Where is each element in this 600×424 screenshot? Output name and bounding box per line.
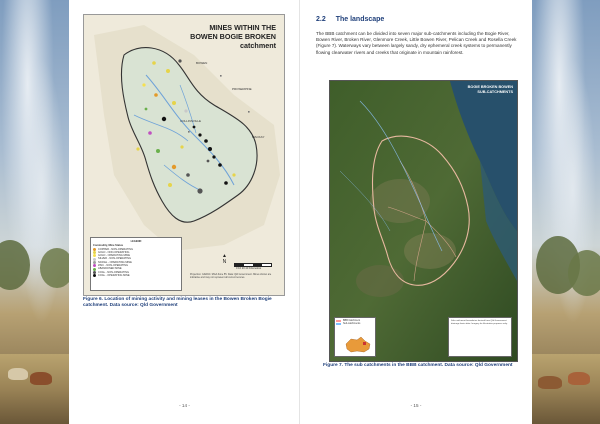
legend-swatch [336, 323, 341, 325]
section-heading [316, 16, 384, 23]
legend-item: COAL - NON-OPERATING [93, 271, 179, 274]
figure-6-caption: Figure 6. Location of mining activity and mining leases in the Bowen Broken Bogie catchment. Data source: Qld Government [83, 297, 272, 309]
legend-item: COAL - OPERATING MINE [93, 274, 179, 277]
legend-symbol-icon [93, 274, 96, 277]
page-left [69, 0, 300, 424]
map-title: MINES WITHIN THE BOWEN BOGIE BROKEN catchment [190, 23, 276, 50]
section-paragraph: The BBB catchment can be divided into seven major sub-catchments including the Bogie River, Bowen River, Broken River, Glenmore Creek, Little Bowen River, Pelican Creek and Rosella Creek (Figure 7). Waterways vary between largely sandy, dry ephemeral creek systems to permanently flowing clearwater rivers and creeks that originate in mountain rainforest. [316, 31, 517, 55]
mines-map [83, 14, 285, 296]
place-label-proserpine: PROSERPINE [232, 87, 252, 91]
legend-item: ABANDONED MINE [93, 267, 179, 270]
background-photo-left [0, 0, 69, 424]
place-label-mackay: MACKAY [252, 135, 265, 139]
sub-catchments-map [329, 80, 518, 362]
map-legend: LEGEND Commodity, Mine Status COPPER - NON-OPERATING GOLD - NON-OPERATING GOLD - OPERATING MINE SILVER - NON-OPERATING NICKEL - OPERATING MINE ZINC - NON-OPERATING ABANDONED MINE COAL - NON-OPERATING COAL - OPERATING MINE [90, 237, 182, 291]
place-label-collinsville: COLLINSVILLE [180, 119, 202, 123]
map-inset-legend [334, 317, 376, 357]
map-notes: Projection: GDA94 / MGA Zone 55. Data: Qld Government. Mines shown are indicative and may not represent all current tenures. [190, 273, 272, 279]
australia-locator-icon [343, 336, 373, 354]
sub-catchments-map-title: BOGIE BROKEN BOWEN SUB-CATCHMENTS [467, 85, 513, 94]
inset-legend-item: BBB Catchment [336, 319, 374, 322]
north-arrow-icon: ▲ N [222, 253, 227, 265]
map-notes-box: Sub-catchment boundaries derived from Qld Government drainage basin data. Imagery for illustrative purposes only. [448, 317, 512, 357]
figure-7-caption: Figure 7. The sub catchments in the BBB catchment. Data source: Qld Government [323, 363, 513, 368]
legend-item: GOLD - NON-OPERATING [93, 251, 179, 254]
page-right [300, 0, 532, 424]
place-label-bowen: BOWEN [196, 61, 208, 65]
background-photo-right [532, 0, 600, 424]
page-number-left: - 14 - [179, 403, 190, 408]
legend-item: GOLD - OPERATING MINE [93, 254, 179, 257]
legend-item: NICKEL - OPERATING MINE [93, 261, 179, 264]
legend-item: ZINC - NON-OPERATING [93, 264, 179, 267]
scale-label: 0 10 20 40 Kilometres [236, 267, 262, 270]
legend-item: COPPER - NON-OPERATING [93, 248, 179, 251]
legend-item: SILVER - NON-OPERATING [93, 257, 179, 260]
inset-legend-item: Sub-catchments [336, 322, 374, 325]
page-number-right: - 15 - [410, 403, 422, 408]
section-number: 2.2 [316, 16, 326, 23]
section-title: The landscape [335, 16, 385, 23]
legend-swatch [336, 320, 341, 322]
